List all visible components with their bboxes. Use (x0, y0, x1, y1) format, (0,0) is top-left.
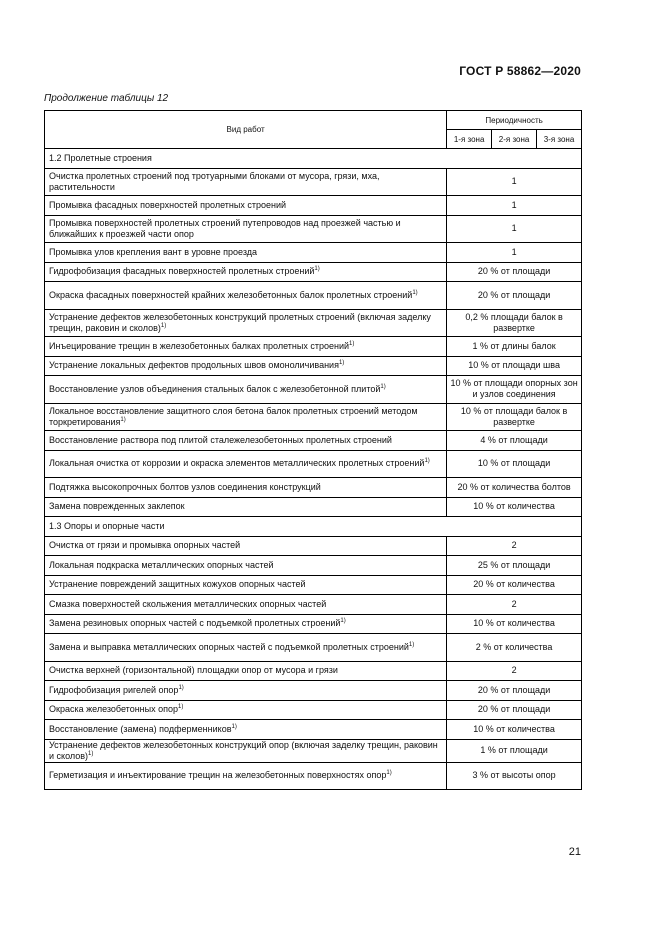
footnote-marker: 1) (340, 618, 346, 625)
work-text: Восстановление узлов объединения стальных балок с железобетонной плитой (49, 383, 381, 394)
table-body (45, 149, 582, 790)
work-text: Замена поврежденных заклепок (49, 501, 185, 512)
table-row (45, 575, 582, 595)
column-header-zone-1: 1-я зона (447, 130, 492, 149)
footnote-marker: 1) (178, 704, 184, 711)
footnote-marker: 1) (178, 684, 184, 691)
periodicity-value: 2 (447, 661, 582, 681)
work-text: Герметизация и инъектирование трещин на железобетонных поверхностях опор (49, 770, 387, 781)
periodicity-value: 20 % от площади (447, 700, 582, 720)
table-row (45, 681, 582, 701)
work-cell (45, 243, 447, 263)
footnote-marker: 1) (120, 416, 126, 423)
footnote-marker: 1) (160, 322, 167, 329)
work-text: Устранение повреждений защитных кожухов опорных частей (49, 579, 306, 590)
page-number: 21 (568, 846, 581, 858)
work-cell (45, 431, 447, 451)
footnote-marker: 1) (314, 266, 320, 273)
work-cell (45, 168, 447, 196)
periodicity-value: 10 % от площади шва (447, 356, 582, 376)
periodicity-value: 20 % от площади (447, 282, 582, 310)
work-text: Восстановление раствора под плитой сталежелезобетонных пролетных строений (49, 434, 392, 445)
column-header-work: Вид работ (45, 111, 447, 149)
work-text: Замена резиновых опорных частей с подъемкой пролетных строений (49, 618, 341, 629)
work-cell (45, 309, 447, 337)
work-cell (45, 282, 447, 310)
table-row (45, 168, 582, 196)
work-text: Смазка поверхностей скольжения металлических опорных частей (49, 598, 327, 609)
work-text: Локальная очистка от коррозии и окраска элементов металлических пролетных строений (49, 458, 425, 469)
table-row (45, 376, 582, 404)
periodicity-value: 10 % от количества (447, 720, 582, 740)
work-cell (45, 614, 447, 634)
table-row (45, 634, 582, 662)
work-cell (45, 536, 447, 556)
work-cell (45, 595, 447, 615)
periodicity-value: 4 % от площади (447, 431, 582, 451)
section-row (45, 517, 582, 537)
periodicity-value: 1 (447, 243, 582, 263)
work-cell (45, 634, 447, 662)
footnote-marker: 1) (231, 723, 237, 730)
work-text: Промывка фасадных поверхностей пролетных строений (49, 199, 287, 210)
table-row (45, 556, 582, 576)
periodicity-value: 20 % от площади (447, 681, 582, 701)
periodicity-value: 10 % от количества (447, 497, 582, 517)
table-row (45, 282, 582, 310)
table-row (45, 700, 582, 720)
work-text: Устранение дефектов железобетонных конструкций опор (включая заделку трещин, раковин и сколов) (49, 739, 438, 761)
table-row (45, 262, 582, 282)
work-text: Инъецирование трещин в железобетонных балках пролетных строений (49, 340, 349, 351)
work-cell (45, 661, 447, 681)
work-cell (45, 575, 447, 595)
table-row (45, 739, 582, 762)
work-text: Промывка поверхностей пролетных строений путепроводов над проезжей частью и ближайших к проезжей части опор (49, 217, 401, 239)
work-text: Очистка пролетных строений под тротуарными блоками от мусора, грязи, мха, растительности (49, 170, 380, 192)
footnote-marker: 1) (386, 770, 392, 777)
table-row (45, 356, 582, 376)
periodicity-value: 1 (447, 168, 582, 196)
work-cell (45, 337, 447, 357)
periodicity-value: 1 % от длины балок (447, 337, 582, 357)
standard-code: ГОСТ Р 58862—2020 (459, 64, 581, 78)
footnote-marker: 1) (424, 458, 430, 465)
periodicity-value: 10 % от площади опорных зон и узлов соединения (447, 376, 582, 404)
periodicity-value: 2 (447, 595, 582, 615)
footnote-marker: 1) (349, 340, 355, 347)
table-row (45, 337, 582, 357)
periodicity-value: 0,2 % площади балок в развертке (447, 309, 582, 337)
table-row (45, 661, 582, 681)
work-cell (45, 556, 447, 576)
work-cell (45, 681, 447, 701)
work-text: Гидрофобизация фасадных поверхностей пролетных строений (49, 266, 315, 277)
work-text: Замена и выправка металлических опорных частей с подъемкой пролетных строений (49, 641, 409, 652)
periodicity-table (44, 110, 582, 790)
work-text: Окраска фасадных поверхностей крайних железобетонных балок пролетных строений (49, 289, 413, 300)
work-cell (45, 356, 447, 376)
work-text: Окраска железобетонных опор (49, 704, 178, 715)
work-cell (45, 739, 447, 762)
work-text: Локальная подкраска металлических опорных частей (49, 559, 274, 570)
work-cell (45, 497, 447, 517)
table-row (45, 309, 582, 337)
periodicity-value: 10 % от площади (447, 450, 582, 478)
work-cell (45, 762, 447, 790)
table-row (45, 403, 582, 431)
column-header-zone-2: 2-я зона (492, 130, 537, 149)
column-header-zone-3: 3-я зона (537, 130, 582, 149)
periodicity-value: 1 (447, 215, 582, 243)
work-cell (45, 478, 447, 498)
table-row (45, 196, 582, 216)
periodicity-value: 1 % от площади (447, 739, 582, 762)
footnote-marker: 1) (412, 289, 418, 296)
work-text: Подтяжка высокопрочных болтов узлов соединения конструкций (49, 481, 321, 492)
periodicity-value: 20 % от количества болтов (447, 478, 582, 498)
work-text: Гидрофобизация ригелей опор (49, 684, 179, 695)
work-text: Восстановление (замена) подферменников (49, 723, 232, 734)
work-cell (45, 196, 447, 216)
work-cell (45, 450, 447, 478)
table-row (45, 497, 582, 517)
work-cell (45, 700, 447, 720)
work-text: Очистка верхней (горизонтальной) площадки опор от мусора и грязи (49, 665, 338, 676)
work-cell (45, 215, 447, 243)
periodicity-value: 1 (447, 196, 582, 216)
table-row (45, 614, 582, 634)
column-header-periodicity: Периодичность (447, 111, 582, 130)
table-row (45, 478, 582, 498)
section-title: 1.3 Опоры и опорные части (45, 517, 582, 537)
work-text: Очистка от грязи и промывка опорных частей (49, 540, 241, 551)
periodicity-value: 3 % от высоты опор (447, 762, 582, 790)
table-row (45, 243, 582, 263)
table-row (45, 720, 582, 740)
periodicity-value: 20 % от площади (447, 262, 582, 282)
work-cell (45, 376, 447, 404)
table-row (45, 215, 582, 243)
section-row (45, 149, 582, 169)
periodicity-value: 10 % от площади балок в развертке (447, 403, 582, 431)
footnote-marker: 1) (408, 641, 415, 648)
table-caption: Продолжение таблицы 12 (44, 93, 169, 104)
footnote-marker: 1) (380, 383, 386, 390)
table-row (45, 762, 582, 790)
work-text: Промывка улов крепления вант в уровне проезда (49, 246, 258, 257)
section-title: 1.2 Пролетные строения (45, 149, 582, 169)
footnote-marker: 1) (88, 750, 94, 757)
table-row (45, 431, 582, 451)
work-text: Локальное восстановление защитного слоя бетона балок пролетных строений методом торкретирования (49, 405, 418, 427)
work-cell (45, 262, 447, 282)
periodicity-value: 25 % от площади (447, 556, 582, 576)
table-row (45, 595, 582, 615)
periodicity-value: 20 % от количества (447, 575, 582, 595)
periodicity-value: 2 (447, 536, 582, 556)
work-text: Устранение локальных дефектов продольных швов омоноличивания (49, 360, 339, 371)
table-row (45, 450, 582, 478)
work-cell (45, 720, 447, 740)
periodicity-value: 10 % от количества (447, 614, 582, 634)
table-row (45, 536, 582, 556)
work-text: Устранение дефектов железобетонных конструкций пролетных строений (включая заделку трещин, раковин и сколов) (49, 311, 431, 333)
work-cell (45, 403, 447, 431)
periodicity-value: 2 % от количества (447, 634, 582, 662)
footnote-marker: 1) (338, 360, 345, 367)
